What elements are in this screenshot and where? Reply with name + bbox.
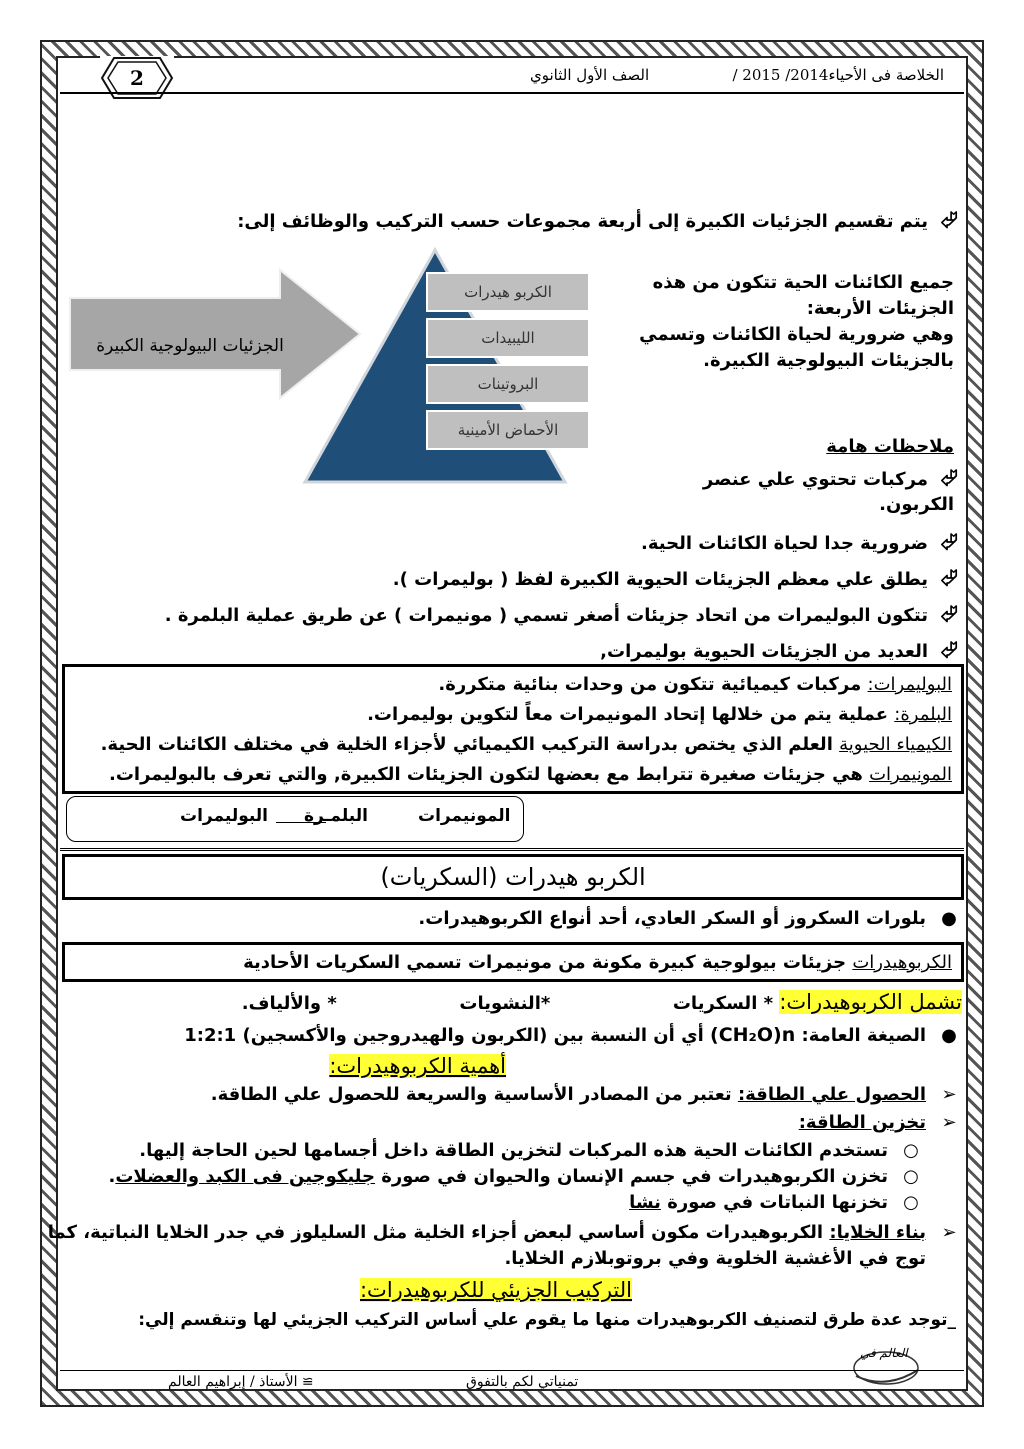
definition-monomers: المونيمرات هي جزيئات صغيرة تترابط مع بعضها لتكون الجزيئات الكبيرة, والتي تعرف بالبوليمرات. bbox=[108, 764, 952, 785]
pointer-arrow-shape bbox=[70, 270, 360, 398]
definition-biochemistry: الكيمياء الحيوية العلم الذي يختص بدراسة التركيب الكيميائي لأجزاء الخلية في مختلف الكائنات الحية. bbox=[100, 734, 952, 755]
bullet-dot-icon: ● bbox=[941, 1025, 957, 1046]
note-1-cont: الكربون. bbox=[879, 494, 954, 515]
notes-title: ملاحظات هامة bbox=[826, 436, 954, 457]
flow-connector bbox=[276, 822, 326, 823]
flow-polymers: البوليمرات bbox=[180, 806, 269, 826]
note-3: ⮰يطلق علي معظم الجزيئات الحيوية الكبيرة لفظ ( بوليمرات ). bbox=[393, 566, 962, 591]
structure-title: التركيب الجزيئي للكربوهيدرات: bbox=[359, 1278, 632, 1302]
intro-line: ⮰يتم تقسيم الجزئيات الكبيرة إلى أربعة مجموعات حسب التركيب والوظائف إلى: bbox=[237, 208, 962, 233]
diagram-arrow-label: الجزئيات البيولوجية الكبيرة bbox=[96, 336, 284, 356]
note-2: ⮰ضرورية جدا لحياة الكائنات الحية. bbox=[641, 530, 962, 555]
flow-polymerization: البلمـرة bbox=[304, 806, 368, 826]
checkmark-arrow-icon: ➢ bbox=[941, 1112, 957, 1133]
diagram-level-proteins: البروتينات bbox=[426, 364, 590, 404]
bullet-dot-icon: ● bbox=[941, 908, 957, 929]
importance-building-cont: توج في الأغشية الخلوية وفي بروتوبلازم الخلايا. bbox=[504, 1248, 926, 1269]
definition-polymerization: البلمرة: عملية يتم من خلالها إتحاد المونيمرات معاً لتكوين بوليمرات. bbox=[367, 704, 952, 725]
circle-bullet-icon: ○ bbox=[903, 1140, 919, 1161]
general-formula: ●الصيغة العامة: (CH₂O)n أي أن النسبة بين (الكربون والهيدروجين والأكسجين) 1:2:1 bbox=[184, 1024, 962, 1046]
storage-point-1: ○تستخدم الكائنات الحية هذه المركبات لتخزين الطاقة داخل أجسامها لحين الحاجة إليها. bbox=[139, 1140, 924, 1161]
desc-line-3: وهي ضرورية لحياة الكائنات وتسمي bbox=[639, 324, 954, 345]
diagram-level-carbohydrates: الكربو هيدرات bbox=[426, 272, 590, 312]
carb-definition: الكربوهيدرات جزيئات بيولوجية كبيرة مكونة من مونيمرات تسمي السكريات الأحادية bbox=[243, 952, 952, 973]
hook-arrow-icon: ⮰ bbox=[940, 602, 958, 627]
importance-storage: ➢تخزين الطاقة: bbox=[799, 1112, 962, 1133]
desc-line-1: جميع الكائنات الحية تتكون من هذه bbox=[652, 272, 954, 293]
footer-wish: تمنياتي لكم بالتفوق bbox=[466, 1374, 579, 1390]
circle-bullet-icon: ○ bbox=[903, 1166, 919, 1187]
carb-bullet: ●بلورات السكروز أو السكر العادي، أحد أنواع الكربوهيدرات. bbox=[418, 908, 962, 929]
importance-title: أهمية الكربوهيدرات: bbox=[329, 1054, 506, 1078]
header-grade: الصف الأول الثانوي bbox=[530, 66, 650, 84]
carb-includes: تشمل الكربوهيدرات: * السكريات *النشويات * والألياف. bbox=[241, 990, 962, 1014]
header-rule bbox=[60, 92, 964, 94]
hook-arrow-icon: ⮰ bbox=[940, 530, 958, 555]
definition-polymers: البوليمرات: مركبات كيميائية تتكون من وحدات بنائية متكررة. bbox=[438, 674, 952, 695]
note-1: ⮰مركبات تحتوي علي عنصر bbox=[703, 466, 962, 491]
hook-arrow-icon: ⮰ bbox=[940, 566, 958, 591]
storage-point-3: ○تخزنها النباتات في صورة نشا bbox=[629, 1192, 924, 1213]
note-5: ⮰العديد من الجزيئات الحيوية بوليمرات, bbox=[600, 638, 962, 663]
checkmark-arrow-icon: ➢ bbox=[941, 1084, 957, 1105]
hook-arrow-icon: ⮰ bbox=[940, 466, 958, 491]
footer-teacher: ≅ الأستاذ / إبراهيم العالم bbox=[168, 1374, 314, 1390]
diagram-level-amino-acids: الأحماض الأمينية bbox=[426, 410, 590, 450]
author-logo: العالم في bbox=[846, 1340, 924, 1390]
footer-rule bbox=[60, 1370, 964, 1371]
carbohydrates-title: الكربو هيدرات (السكريات) bbox=[62, 854, 964, 900]
structure-text: _توجد عدة طرق لتصنيف الكربوهيدرات منها ما يقوم علي أساس التركيب الجزيئي لها وتنقسم إلي: bbox=[138, 1310, 956, 1330]
note-4: ⮰تتكون البوليمرات من اتحاد جزيئات أصغر تسمي ( مونيمرات ) عن طريق عملية البلمرة . bbox=[165, 602, 962, 627]
desc-line-2: الجزيئات الأربعة: bbox=[806, 298, 954, 319]
hook-arrow-icon: ⮰ bbox=[940, 638, 958, 663]
page-number: 2 bbox=[130, 66, 144, 90]
desc-line-4: بالجزيئات البيولوجية الكبيرة. bbox=[703, 350, 954, 371]
flow-monomers: المونيمرات bbox=[418, 806, 511, 826]
hook-arrow-icon: ⮰ bbox=[940, 208, 958, 233]
header-title: الخلاصة فى الأحياء2014/ 2015 / bbox=[732, 66, 944, 84]
importance-energy: ➢الحصول علي الطاقة: تعتبر من المصادر الأساسية والسريعة للحصول علي الطاقة. bbox=[211, 1084, 962, 1105]
section-divider bbox=[60, 848, 964, 851]
checkmark-arrow-icon: ➢ bbox=[941, 1222, 957, 1243]
storage-point-2: ○تخزن الكربوهيدرات في جسم الإنسان والحيوان في صورة جليكوجين فى الكبد والعضلات. bbox=[109, 1166, 925, 1187]
circle-bullet-icon: ○ bbox=[903, 1192, 919, 1213]
diagram-level-lipids: الليبيدات bbox=[426, 318, 590, 358]
importance-building: ➢بناء الخلايا: الكربوهيدرات مكون أساسي لبعض أجزاء الخلية مثل السليلوز في جدر الخلايا النباتية، كما bbox=[48, 1222, 962, 1243]
